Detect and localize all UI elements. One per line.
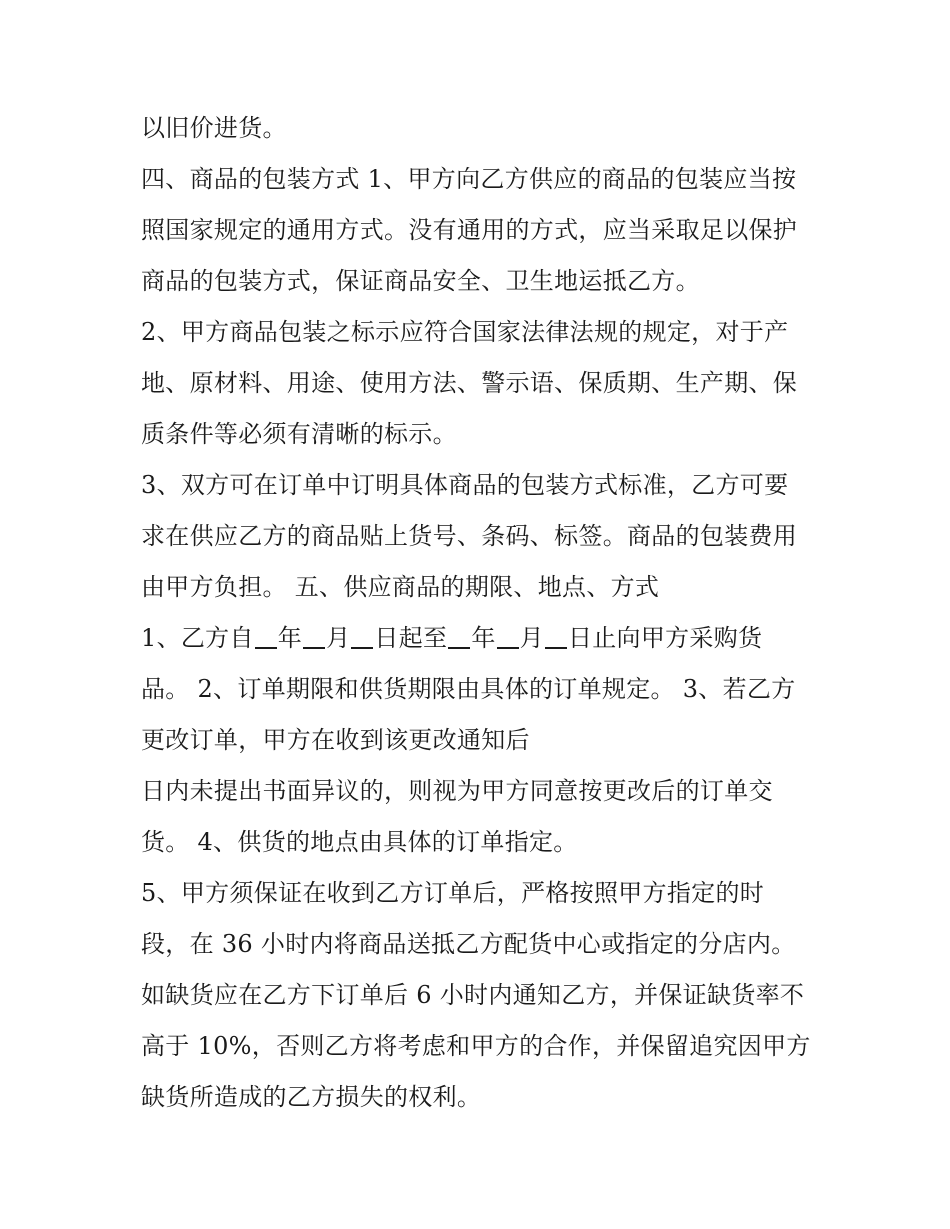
text-line: 质条件等必须有清晰的标示。 bbox=[141, 420, 457, 448]
text-line: 品。 2、订单期限和供货期限由具体的订单规定。 3、若乙方 bbox=[141, 675, 796, 703]
date-year-2: 年 bbox=[471, 624, 496, 652]
document-body bbox=[141, 110, 821, 1130]
text-line: 由甲方负担。 五、供应商品的期限、地点、方式 bbox=[141, 573, 660, 601]
blank-underline bbox=[255, 646, 277, 649]
date-day-1: 日起至 bbox=[374, 624, 448, 652]
text-line: 5、甲方须保证在收到乙方订单后，严格按照甲方指定的时 bbox=[141, 879, 765, 907]
text-line: 照国家规定的通用方式。没有通用的方式，应当采取足以保护 bbox=[141, 216, 798, 244]
text-line: 货。 4、供货的地点由具体的订单指定。 bbox=[141, 828, 578, 856]
date-month-2: 月 bbox=[519, 624, 544, 652]
text-line: 求在供应乙方的商品贴上货号、条码、标签。商品的包装费用 bbox=[141, 522, 798, 550]
date-year-1: 年 bbox=[277, 624, 303, 652]
blank-underline bbox=[351, 646, 373, 649]
text-line: 日内未提出书面异议的，则视为甲方同意按更改后的订单交 bbox=[141, 777, 773, 805]
text-line: 四、商品的包装方式 1、甲方向乙方供应的商品的包装应当按 bbox=[141, 165, 797, 193]
date-month-1: 月 bbox=[326, 624, 351, 652]
date-range-line bbox=[141, 620, 821, 671]
blank-underline bbox=[497, 646, 519, 649]
text-line: 2、甲方商品包装之标示应符合国家法律法规的规定，对于产 bbox=[141, 318, 789, 346]
text-line: 如缺货应在乙方下订单后 6 小时内通知乙方，并保证缺货率不 bbox=[141, 981, 805, 1009]
text-line: 更改订单，甲方在收到该更改通知后 bbox=[141, 726, 530, 754]
date-prefix: 1、乙方自 bbox=[141, 624, 254, 652]
blank-underline bbox=[448, 646, 470, 649]
text-line: 地、原材料、用途、使用方法、警示语、保质期、生产期、保 bbox=[141, 369, 798, 397]
text-line: 缺货所造成的乙方损失的权利。 bbox=[141, 1083, 482, 1111]
text-line: 3、双方可在订单中订明具体商品的包装方式标准，乙方可要 bbox=[141, 471, 789, 499]
blank-underline bbox=[303, 646, 325, 649]
text-line: 段，在 36 小时内将商品送抵乙方配货中心或指定的分店内。 bbox=[141, 930, 796, 958]
date-suffix: 日止向甲方采购货 bbox=[567, 624, 763, 652]
text-line: 以旧价进货。 bbox=[141, 114, 287, 142]
text-line: 商品的包装方式，保证商品安全、卫生地运抵乙方。 bbox=[141, 267, 700, 295]
text-line: 高于 10%，否则乙方将考虑和甲方的合作，并保留追究因甲方 bbox=[141, 1032, 811, 1060]
blank-underline bbox=[545, 646, 567, 649]
